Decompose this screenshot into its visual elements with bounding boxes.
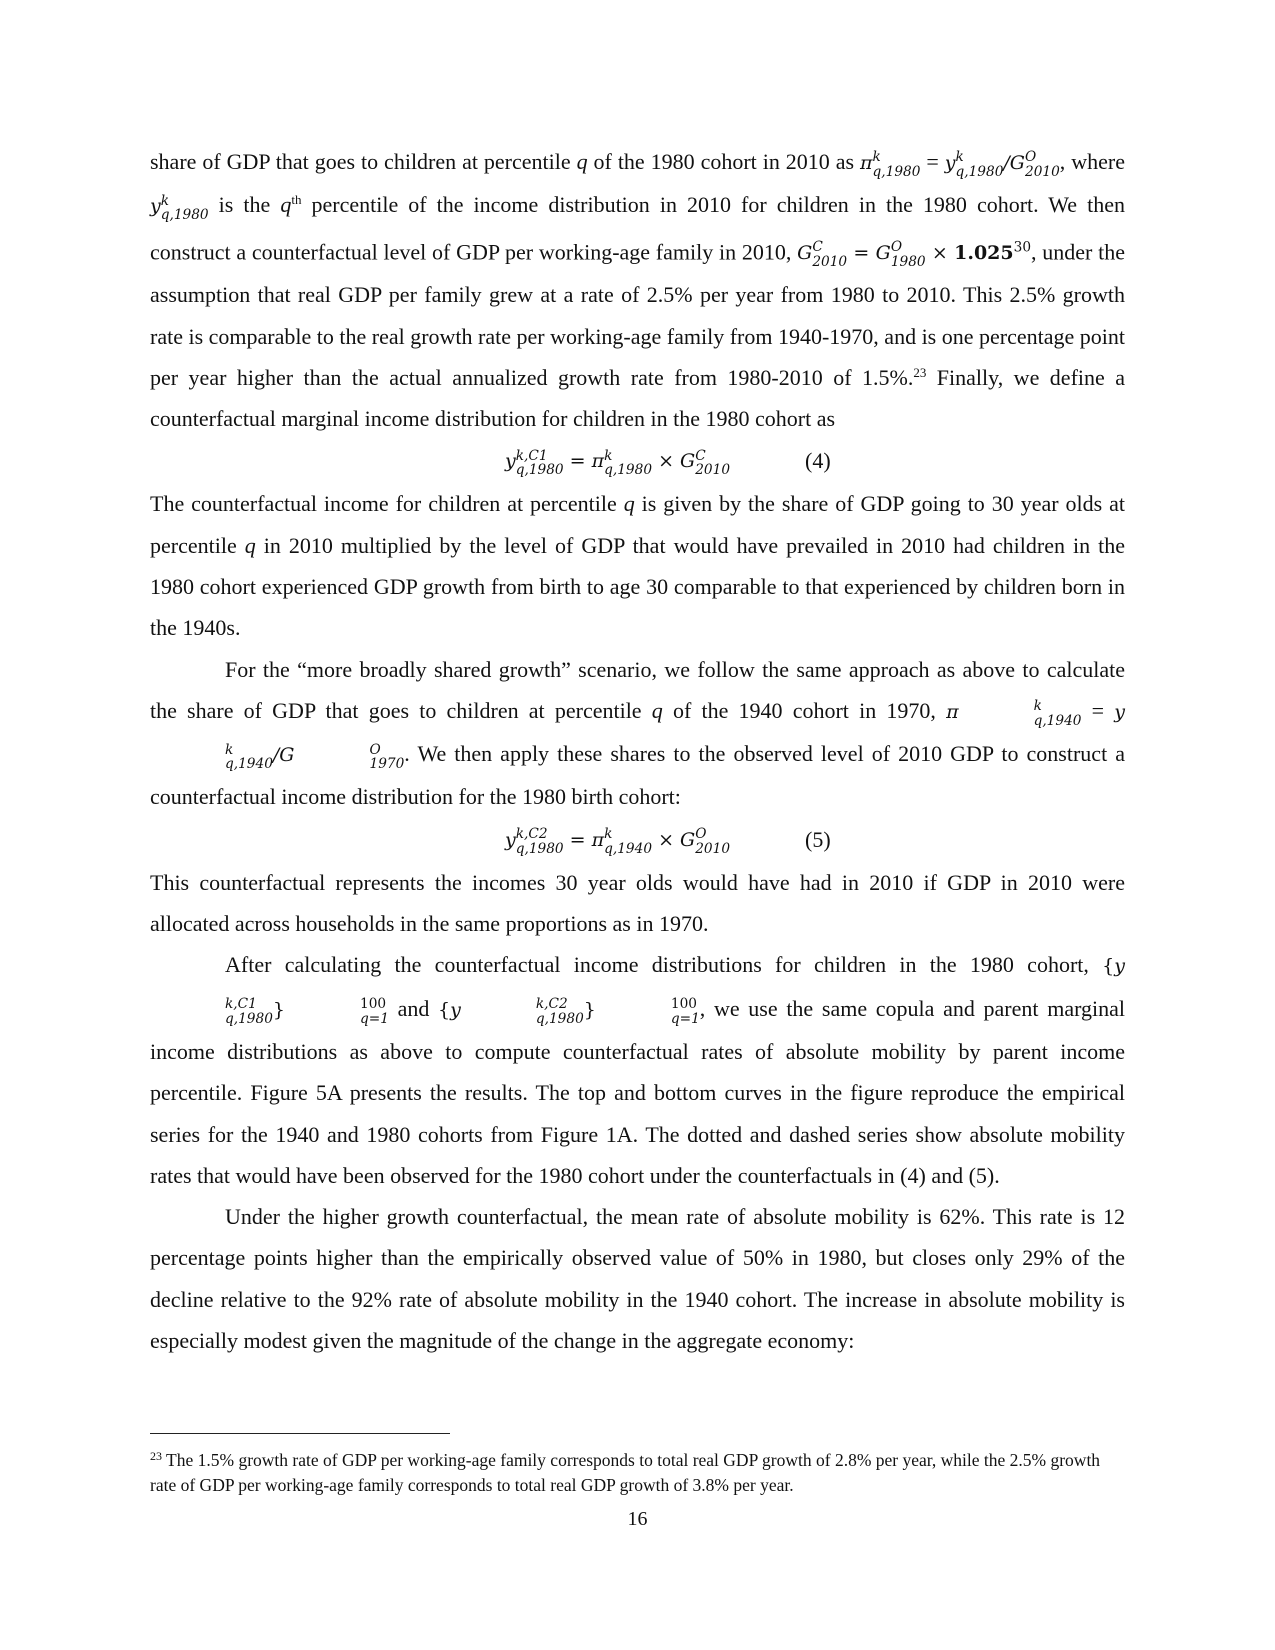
symbol: } (583, 998, 596, 1021)
symbol: /G (272, 744, 295, 767)
equation-number: (4) (805, 448, 831, 474)
text: is given by the share of GDP going to 30 year olds at percentile (150, 491, 1125, 558)
symbol: { (438, 998, 451, 1021)
footnote-23 (150, 1448, 1130, 1498)
text: Under the higher growth counterfactual, the mean rate of absolute mobility is 62%. This rate is 12 percentage points higher than the empirically observed value of 50% in 1980, but closes only 29% of the decline relative to the 92% rate of absolute mobility in the 1940 cohort. The increase in absolute mobility is especially modest given the magnitude of the change in the aggregate economy: (150, 1204, 1125, 1354)
symbol: /G (1003, 152, 1025, 174)
var-q: q (576, 149, 588, 174)
subscript: q,1980 (872, 163, 921, 180)
text: percentile of the income distribution in 2010 for children in the 1980 cohort. We then construct a counterfactual level of GDP per working-age family in 2010, (150, 192, 1125, 264)
text: Finally, we define a counterfactual marginal income distribution for children in the 1980 cohort as (150, 364, 1125, 432)
symbol: = (563, 450, 592, 473)
page-number: 16 (627, 1508, 648, 1530)
supsub (150, 741, 273, 773)
exponent: 30 (1013, 239, 1032, 256)
supsub (516, 828, 564, 856)
text: of the 1940 cohort in 1970, (662, 697, 947, 723)
superscript: O (890, 239, 903, 256)
subscript: q,1980 (515, 462, 564, 479)
subscript: q,1980 (160, 207, 209, 224)
superscript: k,C2 (535, 996, 568, 1013)
symbol: y (450, 998, 461, 1021)
subscript: q,1980 (535, 1010, 584, 1027)
footnote-number: 23 (150, 1449, 162, 1463)
text: and (388, 995, 439, 1021)
supsub (695, 828, 730, 856)
subscript: 2010 (812, 253, 848, 270)
text: , under the assumption that real GDP per family grew at a rate of 2.5% per year from 1980 to 2010. This 2.5% growth rate is comparable to the real growth rate per working-age family from 1940-1970, and is one percentage point per year higher than the actual annualized growth rate from 1980-2010 of 1.5%. (150, 238, 1126, 390)
text: = (920, 149, 945, 174)
symbol: { (1102, 955, 1115, 978)
supsub (515, 447, 564, 479)
text: This counterfactual represents the incomes 30 year olds would have had in 2010 if GDP in 2010 were allocated across households in the same proportions as in 1970. (150, 869, 1125, 937)
superscript: k,C1 (515, 447, 548, 464)
supsub (956, 151, 1004, 179)
subscript: 2010 (695, 840, 731, 857)
equation-number: (5) (805, 826, 831, 852)
math-gc-2010 (797, 239, 1032, 270)
subscript: q,1940 (225, 756, 273, 773)
superscript: k,C1 (225, 996, 257, 1013)
subscript: q,1940 (604, 840, 653, 857)
symbol: y (944, 152, 956, 174)
symbol: G (680, 828, 696, 851)
paragraph-4 (150, 862, 1125, 945)
superscript: k (955, 149, 964, 166)
supsub (285, 998, 389, 1026)
superscript: k (604, 826, 613, 843)
subscript: q,1980 (604, 462, 653, 479)
supsub (604, 447, 653, 479)
paragraph-2 (150, 483, 1125, 648)
superscript: 100 (360, 996, 387, 1013)
symbol: y (505, 828, 516, 851)
math-y-over-g (944, 149, 1060, 180)
superscript: k,C2 (515, 826, 548, 843)
var-q: q (280, 192, 292, 218)
math-pi-q1980 (860, 149, 921, 180)
body-text (150, 141, 1125, 1361)
subscript: 2010 (1025, 163, 1060, 180)
text: of the 1980 cohort in 2010 as (587, 149, 861, 174)
supsub (461, 998, 584, 1026)
subscript: q,1980 (225, 1010, 273, 1027)
text: share of GDP that goes to children at percentile (150, 149, 577, 174)
supsub (604, 828, 652, 856)
equation-4-expression (505, 439, 730, 483)
subscript: q,1980 (515, 840, 564, 857)
symbol: = (563, 828, 592, 851)
text: , we use the same copula and parent marginal income distributions as above to compute counterfactual rates of absolute mobility by parent income percentile. Figure 5A presents the results. The top and bottom curves in the figure reproduce the empirical series for the 1940 and 1980 cohorts from Figure 1A. The dotted and dashed series show absolute mobility rates that would have been observed for the 1980 cohort under the counterfactuals in (4) and (5). (150, 995, 1125, 1188)
subscript: q,1980 (955, 163, 1004, 180)
superscript: k (225, 741, 234, 758)
text: After calculating the counterfactual income distributions for children in the 1980 cohort, (225, 952, 1103, 978)
var-q: q (623, 491, 635, 517)
superscript: k (160, 192, 170, 209)
equation-4 (150, 439, 1125, 483)
text: . We then apply these shares to the observed level of 2010 GDP to construct a counterfactual income distribution for the 1980 birth cohort: (150, 741, 1125, 810)
symbol: } (272, 998, 285, 1021)
growth-factor: 1.025 (954, 241, 1014, 264)
subscript: q=1 (360, 1010, 389, 1027)
superscript: O (369, 741, 381, 758)
superscript: k (604, 447, 613, 464)
equation-5-expression (505, 818, 730, 862)
var-q: q (651, 697, 663, 723)
supsub (295, 741, 405, 773)
symbol: π (591, 450, 605, 473)
paragraph-5 (150, 944, 1125, 1196)
footnote-text: The 1.5% growth rate of GDP per working-age family corresponds to total real GDP growth of 2.8% per year, while the 2.5% growth rate of GDP per working-age family corresponds to total real GDP growth of 3.8% per year. (150, 1450, 1101, 1495)
subscript: 1980 (890, 253, 926, 270)
text: The counterfactual income for children at percentile (150, 491, 624, 517)
superscript: k (1033, 698, 1042, 715)
equation-5 (150, 818, 1125, 862)
var-q: q (244, 532, 256, 558)
subscript: 2010 (695, 462, 731, 479)
paragraph-1 (150, 141, 1125, 439)
supsub (695, 447, 731, 479)
text: = (1081, 697, 1115, 723)
superscript: k (872, 149, 881, 166)
math-set-c2 (438, 996, 700, 1027)
supsub (160, 192, 209, 224)
supsub (873, 151, 921, 179)
supsub (596, 998, 700, 1026)
text: is the (208, 192, 281, 218)
symbol: π (860, 152, 873, 174)
symbol: × (652, 828, 681, 851)
paragraph-6 (150, 1196, 1125, 1361)
superscript: O (695, 826, 707, 843)
symbol: y (505, 450, 516, 473)
symbol: G (680, 450, 696, 473)
superscript: C (812, 239, 823, 256)
symbol: × (925, 241, 955, 264)
symbol: G (875, 241, 891, 264)
text: in 2010 multiplied by the level of GDP that would have prevailed in 2010 had children in the 1980 cohort experienced GDP growth from birth to age 30 comparable to that experienced by children born in the 1940s. (150, 532, 1125, 641)
supsub (959, 700, 1082, 728)
supsub (150, 998, 273, 1026)
symbol: G (797, 241, 813, 264)
symbol: y (1114, 700, 1125, 723)
text: For the “more broadly shared growth” scenario, we follow the same approach as above to calculate the share of GDP that goes to children at percentile (150, 656, 1125, 723)
subscript: 1970 (369, 756, 405, 773)
superscript: 100 (670, 996, 697, 1013)
footnote-reference[interactable]: 23 (913, 364, 927, 380)
symbol: y (150, 195, 161, 218)
ordinal-suffix: th (291, 192, 302, 208)
supsub (812, 241, 847, 269)
symbol: π (591, 828, 605, 851)
math-y-q1980 (150, 192, 209, 224)
symbol: y (1114, 955, 1125, 978)
text: , where (1059, 149, 1125, 174)
footnote-divider (150, 1433, 450, 1434)
superscript: O (1025, 149, 1037, 166)
paragraph-3 (150, 649, 1125, 818)
supsub (891, 241, 926, 269)
subscript: q=1 (670, 1010, 700, 1027)
symbol: π (946, 700, 959, 723)
superscript: C (695, 447, 706, 464)
supsub (1025, 151, 1060, 179)
subscript: q,1940 (1033, 712, 1082, 729)
math-pi-q1940 (946, 698, 1082, 729)
symbol: × (652, 450, 681, 473)
symbol: = (847, 241, 876, 264)
